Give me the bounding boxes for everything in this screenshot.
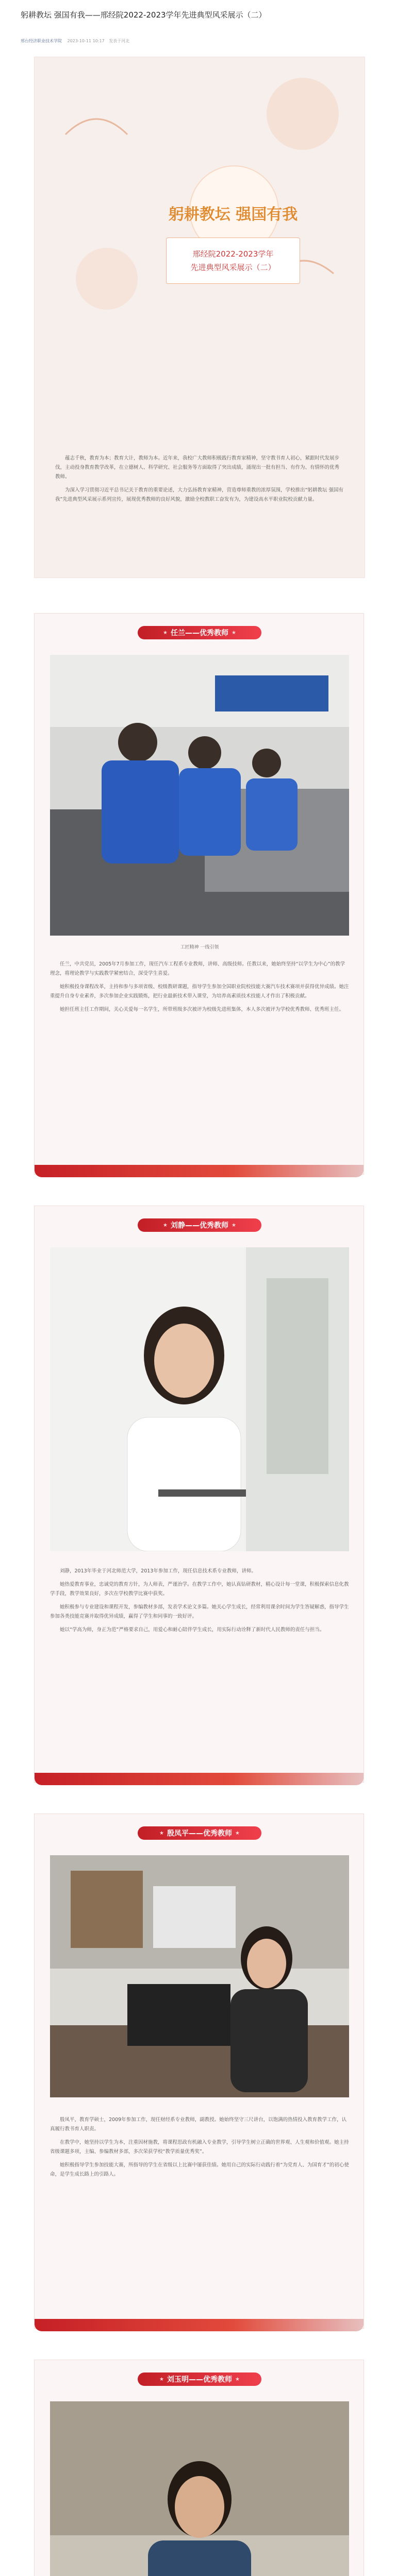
profile-paragraph: 她积极参与专业建设和课程开发，参编教材多部，发表学术论文多篇。她关心学生成长，经常利用课余时间为学生答疑解惑，指导学生参加各类技能竞赛并取得优异成绩，赢得了学生和同事的一致好评。 — [50, 1604, 349, 1619]
star-icon: ★ — [235, 2376, 240, 2382]
star-icon: ★ — [163, 1222, 168, 1228]
hero-subtitle-line2: 先进典型风采展示（二） — [190, 263, 276, 272]
profile-paragraph: 任兰，中共党员，2005年7月参加工作，现任汽车工程系专业教师，讲师、高级技师。任教以来，她始终坚持“以学生为中心”的教学理念，将理论教学与实践教学紧密结合，深受学生喜爱。 — [50, 961, 345, 976]
profile-paragraph: 她担任班主任工作期间，关心关爱每一名学生，所带班级多次被评为校级先进班集体，本人多次被评为学校优秀教师、优秀班主任。 — [60, 1007, 344, 1012]
hero-slogan: 躬耕教坛 强国有我 — [168, 206, 298, 224]
profile-text — [50, 2115, 349, 2183]
section-label: 任兰——优秀教师 — [171, 629, 228, 637]
photo-caption: 工匠精神 一线引领 — [180, 945, 219, 950]
profile-text — [50, 1567, 349, 1639]
section-header — [138, 1826, 261, 1840]
article-meta — [21, 38, 376, 44]
article-title: 躬耕教坛 强国有我——邢经院2022-2023学年先进典型风采展示（二） — [21, 10, 267, 20]
section-header — [138, 1218, 261, 1232]
profile-card-3 — [34, 1814, 364, 2329]
star-icon: ★ — [163, 630, 168, 636]
profile-paragraph: 殷凤平，教育学硕士，2009年参加工作，现任财经系专业教师，副教授。她始终坚守三尺讲台，以饱满的热情投入教育教学工作，认真履行教书育人职责。 — [50, 2117, 347, 2132]
desk-photo — [50, 2401, 349, 2576]
publish-date: 2023-10-11 10:17 — [67, 39, 105, 43]
section-label: 殷凤平——优秀教师 — [167, 1829, 232, 1838]
workshop-photo — [50, 655, 349, 936]
hero-intro-text — [55, 454, 344, 509]
star-icon: ★ — [159, 2376, 164, 2382]
hero-banner — [117, 165, 349, 297]
hero-section — [34, 57, 365, 578]
office-photo — [50, 1855, 349, 2097]
profile-paragraph: 她积极投身课程改革，主持和参与多项省级、校级教研课题，指导学生参加全国职业院校技能大赛汽车技术赛项并获得优异成绩。她注重提升自身专业素养，多次参加企业实践锻炼，把行业最新技术带入课堂，为培养高素质技术技能人才作出了积极贡献。 — [50, 984, 349, 999]
section-label: 刘玉明——优秀教师 — [167, 2376, 232, 2384]
account-name-link[interactable]: 邢台经济职业技术学院 — [21, 39, 62, 43]
profile-card-2 — [34, 1206, 364, 1783]
publish-location: 发表于河北 — [109, 39, 130, 43]
section-header — [138, 2372, 261, 2386]
profile-paragraph: 她以“学高为师，身正为范”严格要求自己，用爱心和耐心陪伴学生成长，用实际行动诠释了新时代人民教师的责任与担当。 — [60, 1627, 325, 1633]
section-label: 刘静——优秀教师 — [171, 1222, 228, 1230]
profile-paragraph: 刘静，2013年毕业于河北师范大学，2013年参加工作，现任信息技术系专业教师，讲师。 — [60, 1568, 256, 1574]
profile-text — [50, 960, 349, 1019]
section-header — [138, 626, 261, 639]
profile-paragraph: 她积极指导学生参加技能大赛，所指导的学生在省级以上比赛中屡获佳绩。她用自己的实际行动践行着“为党育人、为国育才”的初心使命，是学生成长路上的引路人。 — [50, 2162, 349, 2177]
star-icon: ★ — [235, 1830, 240, 1836]
portrait-photo — [50, 1247, 349, 1551]
profile-paragraph: 在教学中，她坚持以学生为本，注重因材施教，将课程思政有机融入专业教学，引导学生树立正确的世界观、人生观和价值观。她主持省级课题多项，主编、参编教材多部，多次荣获学校“教学质量优秀奖”。 — [50, 2140, 349, 2155]
profile-paragraph: 她热爱教育事业，忠诚党的教育方针，为人师表，严谨治学。在教学工作中，她认真钻研教材，精心设计每一堂课，积极探索信息化教学手段，教学效果良好，多次在学校教学比赛中获奖。 — [50, 1582, 349, 1597]
hero-paragraph: 为深入学习贯彻习近平总书记关于教育的重要论述，大力弘扬教育家精神，营造尊师重教的浓厚氛围，学校推出“躬耕教坛 强国有我”先进典型风采展示系列宣传，展现优秀教师的良好风貌，激励全校教职工奋发有为，为建设高水平职业院校贡献力量。 — [55, 487, 343, 502]
hero-paragraph: 蕴志千秋，教育为本；教育大计，教师为本。近年来，我校广大教师积极践行教育家精神，坚守教书育人初心，紧跟时代发展步伐，主动投身教育教学改革，在立德树人、科学研究、社会服务等方面取得了突出成绩，涌现出一批有担当、有作为、有情怀的优秀教师。 — [55, 455, 340, 480]
star-icon: ★ — [232, 630, 236, 636]
profile-photo — [50, 655, 349, 936]
profile-photo — [50, 2401, 349, 2576]
star-icon: ★ — [232, 1222, 236, 1228]
hero-subtitle-line1: 邢经院2022-2023学年 — [192, 249, 274, 259]
profile-photo — [50, 1247, 349, 1551]
star-icon: ★ — [159, 1830, 164, 1836]
hero-subtitle-box — [166, 238, 300, 284]
profile-card-4 — [34, 2360, 364, 2576]
profile-photo — [50, 1855, 349, 2097]
profile-card-1 — [34, 613, 364, 1175]
